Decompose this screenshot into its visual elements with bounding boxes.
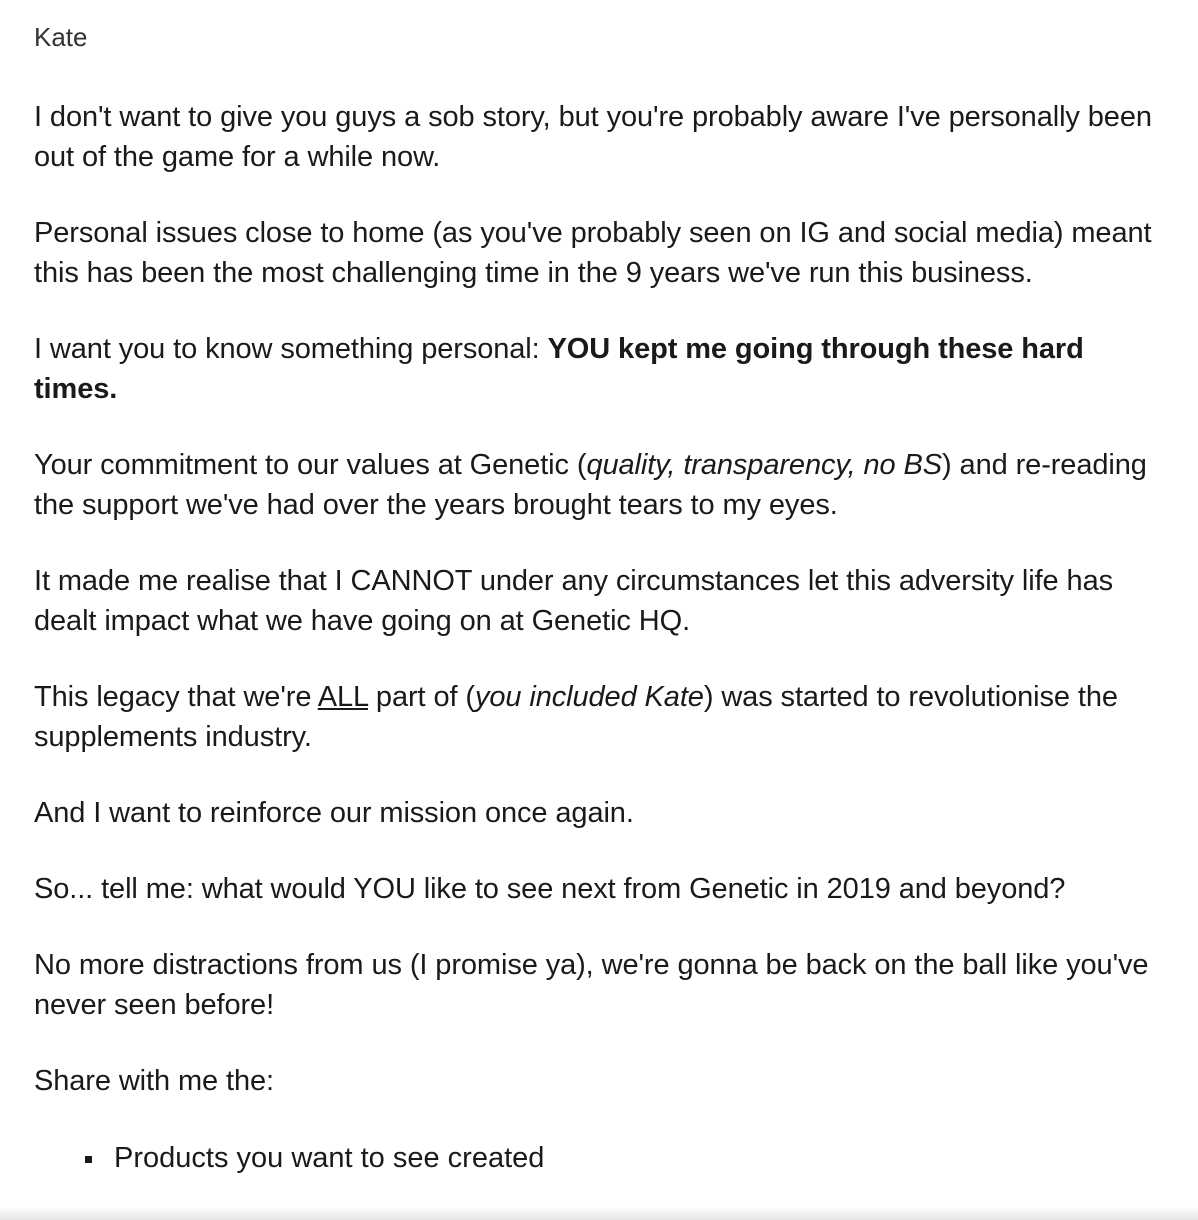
paragraph-legacy — [34, 677, 1174, 757]
paragraph-personal-issues: Personal issues close to home (as you've probably seen on IG and social media) meant this has been the most challenging time in the 9 years we've run this business. — [34, 217, 1152, 289]
paragraph-values — [34, 445, 1174, 525]
bold-emphasis: YOU kept me going through these hard times. — [34, 333, 1084, 405]
list-item — [34, 1138, 1174, 1178]
paragraph-text: ) and re-reading the support we've had over the years brought tears to my eyes. — [34, 449, 1147, 521]
paragraph-text: This legacy that we're — [34, 681, 318, 713]
italic-included: you included Kate — [474, 681, 704, 713]
paragraph-text: ) was started to revolutionise the supplements industry. — [34, 681, 1118, 753]
underlined-all: ALL — [317, 681, 368, 713]
paragraph-no-distractions: No more distractions from us (I promise ya), we're gonna be back on the ball like you've never seen before! — [34, 949, 1149, 1021]
paragraph-mission: And I want to reinforce our mission once again. — [34, 797, 634, 829]
email-body — [34, 0, 1174, 1178]
paragraph-text: part of ( — [367, 681, 475, 713]
bullet-list — [34, 1138, 1174, 1178]
bullet-icon — [85, 1156, 92, 1163]
paragraph-text: I want you to know something personal: — [34, 333, 548, 365]
italic-values: quality, transparency, no BS — [586, 449, 943, 481]
greeting: Kate — [34, 22, 88, 52]
paragraph-kept-me-going — [34, 329, 1174, 409]
paragraph-share: Share with me the: — [34, 1065, 274, 1097]
paragraph-realise: It made me realise that I CANNOT under any circumstances let this adversity life has dealt impact what we have going on at Genetic HQ. — [34, 565, 1114, 637]
paragraph-text: Your commitment to our values at Genetic ( — [34, 449, 587, 481]
bottom-edge — [0, 1206, 1198, 1220]
paragraph-intro: I don't want to give you guys a sob story, but you're probably aware I've personally been out of the game for a while now. — [34, 101, 1152, 173]
paragraph-question: So... tell me: what would YOU like to see next from Genetic in 2019 and beyond? — [34, 873, 1066, 905]
list-item-label: Products you want to see created — [114, 1142, 545, 1174]
